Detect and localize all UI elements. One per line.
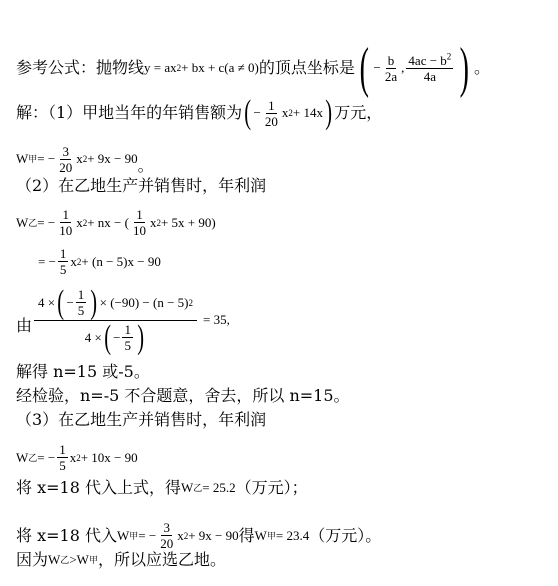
- denominator: 20: [59, 159, 73, 175]
- formula-part: x: [69, 449, 77, 465]
- numerator: 1: [124, 322, 131, 337]
- numerator: 1: [59, 246, 67, 261]
- variable-w: W: [16, 151, 29, 166]
- substitute-jia-line: [16, 520, 381, 551]
- fraction: [57, 442, 68, 473]
- reference-label: 参考公式：抛物线: [16, 58, 145, 77]
- sales-formula: ( − $\frac{1}{20}$ x 2 + 14x ): [244, 94, 333, 131]
- solve-result-line: [16, 362, 150, 382]
- minus-sign: −: [373, 60, 381, 75]
- formula-part: 4 ×: [84, 330, 102, 345]
- variable-w: W: [48, 552, 61, 567]
- result-label: 得: [238, 525, 255, 545]
- numerator: 1: [62, 207, 69, 222]
- w-yi-formula-line: [16, 207, 216, 238]
- comparison: W 乙 > W 甲: [48, 550, 98, 570]
- paren: ): [459, 37, 470, 99]
- denominator: [81, 318, 151, 356]
- formula-part: x: [70, 253, 77, 269]
- solution-part2-line: [16, 176, 266, 196]
- vertex-equation-line: [16, 283, 230, 356]
- numerator: 4 × ( − $\frac{1}{5}$ ) × (−90) − (n − 5) 2: [34, 286, 197, 321]
- denominator: 20: [264, 113, 278, 129]
- fraction: [57, 207, 74, 238]
- comma: ,: [401, 60, 405, 75]
- paren: ): [90, 283, 98, 321]
- substitute-yi-line: [16, 478, 308, 498]
- formula-part: + (n − 5)x − 90: [81, 253, 161, 269]
- numerator: 1: [268, 97, 275, 113]
- fraction: [406, 53, 453, 84]
- conclusion-line: [16, 550, 226, 570]
- formula-part: × (−90) − (n − 5): [99, 295, 189, 310]
- denominator: 10: [59, 223, 73, 238]
- unit-label: 万元，: [334, 103, 383, 122]
- fraction: [263, 98, 280, 129]
- equals: = −: [38, 253, 56, 269]
- verification-line: [16, 386, 350, 406]
- formula-part: 4 ×: [38, 295, 56, 310]
- w-jia-formula-line: [16, 142, 154, 176]
- fraction: [76, 287, 87, 318]
- equals: = −: [37, 151, 56, 166]
- part3-label: （3）在乙地生产并销售时，年利润: [16, 410, 267, 429]
- denominator: 5: [124, 338, 131, 353]
- formula-part: x: [149, 214, 157, 230]
- conclusion-text: ，所以应选乙地。: [97, 550, 226, 569]
- vertex-label: 的顶点坐标是: [258, 58, 355, 77]
- numerator: 3: [163, 520, 170, 535]
- minus-sign: −: [113, 330, 121, 345]
- w-yi-final-line: [16, 442, 138, 473]
- paren: (: [104, 318, 111, 356]
- value: = 25.2: [202, 480, 236, 495]
- formula-part: y = ax: [144, 60, 177, 75]
- formula-part: x: [177, 527, 184, 543]
- because-label: 因为: [16, 550, 49, 569]
- variable-w: W: [116, 527, 130, 543]
- minus-sign: −: [66, 295, 74, 310]
- denominator: 5: [77, 303, 85, 318]
- variable-w: W: [16, 449, 29, 465]
- w-yi-final-formula: W 乙 = − $\frac{1}{5}$ x 2 + 10x − 90: [16, 442, 138, 473]
- denominator: 4a: [423, 68, 436, 84]
- numerator: 3: [62, 143, 69, 159]
- numerator: 1: [59, 442, 66, 457]
- paren: (: [244, 94, 252, 131]
- denominator: 5: [59, 262, 67, 277]
- formula-part: + nx − (: [87, 214, 129, 230]
- formula-part: + 5x + 90): [160, 214, 216, 230]
- fraction: [122, 322, 133, 353]
- given-label: 由: [16, 316, 33, 335]
- solution-part1-line: [16, 96, 382, 130]
- variable-w: W: [16, 214, 29, 230]
- w-yi-formula: W 乙 = − $\frac{1}{10}$ x 2 + nx − ( $\frac{1}{10}$ x 2 + 5x + 90): [16, 207, 216, 238]
- variable-w: W: [180, 480, 194, 495]
- equals: = −: [138, 527, 157, 543]
- parabola-formula: y = ax 2 + bx + c(a ≠ 0): [144, 58, 259, 78]
- exponent: 2: [446, 51, 452, 62]
- formula-part: x: [281, 105, 289, 120]
- fraction: [383, 53, 399, 84]
- fraction: [131, 207, 148, 238]
- w-jia-formula: W 甲 = − $\frac{3}{20}$ x 2 + 9x − 90: [16, 143, 138, 175]
- numerator: 1: [77, 287, 85, 302]
- verification-text: 经检验，n=-5 不合题意，舍去，所以 n=15。: [16, 386, 350, 405]
- w-yi-simplified-line: [38, 246, 161, 277]
- minus-sign: −: [253, 105, 261, 120]
- equals: = −: [37, 214, 56, 230]
- variable-w: W: [76, 552, 89, 567]
- vertex-formula: [355, 37, 474, 99]
- denominator: 5: [59, 458, 66, 473]
- denominator: 2a: [384, 68, 398, 84]
- equals: = −: [37, 449, 56, 465]
- formula-part: x: [76, 151, 83, 166]
- solution-part3-line: [16, 410, 266, 430]
- w-jia-value: W 甲 = 23.4: [255, 526, 310, 546]
- w-yi-value: W 乙 = 25.2: [181, 478, 236, 498]
- paren: ): [325, 94, 333, 131]
- numerator: b: [387, 52, 395, 68]
- substitute-label: 将 x=18 代入: [16, 525, 117, 545]
- paren: ): [137, 318, 145, 356]
- formula-part: x: [76, 214, 83, 230]
- equals-result: = 35,: [203, 312, 230, 327]
- numerator: 1: [136, 207, 143, 222]
- vertex-equation: [32, 283, 230, 356]
- formula-part: + bx + c(a ≠ 0): [181, 60, 259, 75]
- solve-result: 解得 n=15 或-5。: [16, 362, 150, 381]
- formula-part: + 14x: [292, 105, 323, 120]
- paren: (: [359, 37, 369, 99]
- denominator: 20: [160, 536, 174, 551]
- w-yi-simplified: = − $\frac{1}{5}$ x 2 + (n − 5)x − 90: [38, 246, 161, 277]
- w-jia-formula: W 甲 = − $\frac{3}{20}$ x 2 + 9x − 90: [116, 520, 239, 551]
- period: 。: [473, 58, 490, 77]
- period: 。: [137, 156, 154, 175]
- fraction: [57, 144, 74, 175]
- paren: (: [57, 283, 65, 321]
- fraction: [58, 246, 69, 277]
- unit-label: （万元）；: [235, 478, 308, 497]
- big-fraction: [34, 283, 197, 356]
- formula-part: + 9x − 90: [188, 527, 239, 543]
- part2-label: （2）在乙地生产并销售时，年利润: [16, 176, 267, 195]
- substitute-label: 将 x=18 代入上式，得: [16, 478, 181, 497]
- numerator-text: 4ac − b: [408, 52, 447, 68]
- fraction: [158, 520, 175, 551]
- greater-than: >: [69, 552, 77, 567]
- denominator: 10: [132, 223, 146, 238]
- unit-label: （万元）。: [309, 525, 382, 545]
- formula-part: + 10x − 90: [80, 449, 138, 465]
- part1-label: 解：（1）甲地当年的年销售额为: [16, 103, 243, 122]
- formula-reference-line: [16, 37, 490, 99]
- numerator: [406, 53, 453, 69]
- variable-w: W: [254, 527, 267, 543]
- value: = 23.4: [275, 527, 310, 543]
- formula-part: + 9x − 90: [87, 151, 138, 166]
